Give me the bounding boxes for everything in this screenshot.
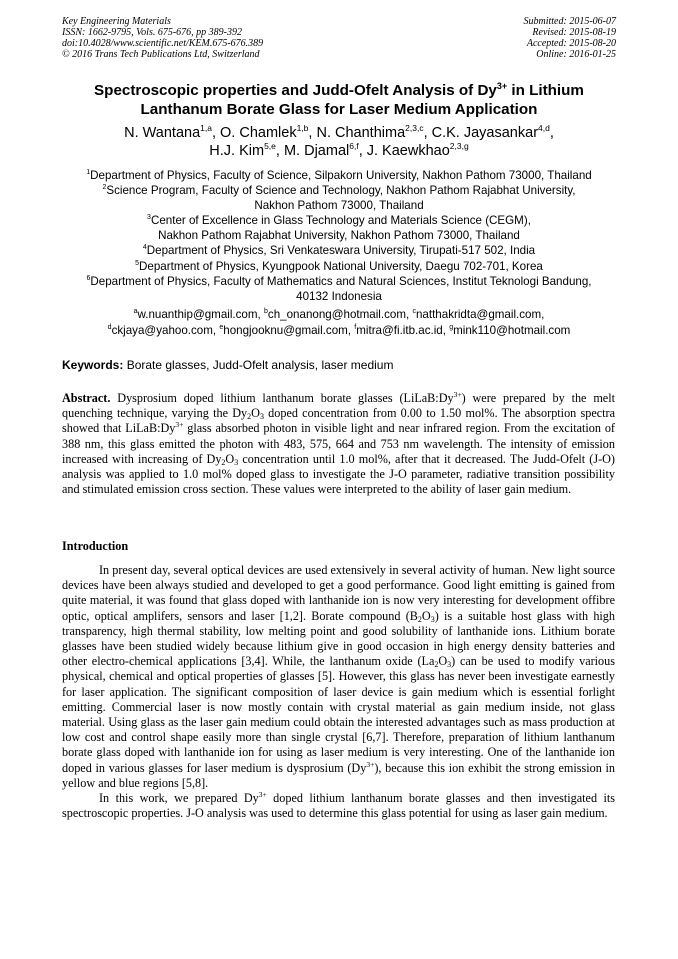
affiliation: 40132 Indonesia — [296, 289, 382, 303]
abstract: Abstract. Dysprosium doped lithium lanthanum borate glasses $(LiLaB:Dy^{3+})$ were prepared by the melt quenching technique, varying the $Dy_2O_3$ doped concentration from 0.00 to 1.50 mol%. The absorption spectra showed that $LiLaB:Dy^{3+}$ glass absorbed photon in visible light and near infrared region. From the excitation of 388 nm, this glass emitted the photon with 483, 575, 664 and 753 nm wavelength. The intensity of emission increased with increasing of $Dy_2O_3$ concentration until 1.0 mol%, after that it decreased. The Judd-Ofelt (J-O) analysis was applied to 1.0 mol% doped glass to investigate the J-O parameter, radiative transition possibility and stimulated emission cross section. These values were interpreted to the ability of laser gain medium. — [62, 389, 615, 497]
section-heading: Introduction — [62, 539, 129, 553]
revised-date: Revised: 2015-08-19 — [532, 27, 616, 38]
affiliations — [40, 168, 638, 304]
online-date: Online: 2016-01-25 — [536, 49, 616, 60]
author: O. Chamlek$^{1,b}$, — [220, 123, 317, 141]
paragraph: In present day, several optical devices are used extensively in several activity of human. New light source devices have been always studied and developed to get a good performance. Good light emitting is gained from quite material, it was found that glass doped with lanthanide ion is now very interesting for development offibre optic, optical amplifers, sensors and laser [1,2]. Borate compound $(B_2O_3)$ is a suitable host glass with high transparency, high thermal stability, low melting point and good solubility of lanthanide ions. Lithium borate glasses have been studied widely because lithium give in good occasion in high energy density batteries and other electro-chemical applications [3,4]. While, the lanthanum oxide $(La_2O_3)$ can be used to modify various physical, chemical and optical properties of glasses [5]. However, this glass has never been investigate earnestly for laser application. The significant composition of laser device is gain medium which is essential forlight emitting. Commercial laser is now mostly contain with crystal material as gain medium inside, not glass material. Using glass as the laser gain medium could obtain the interested advantages such as mass production at low cost and control shape easily more than single crystal [6,7]. Therefore, preparation of lithium lanthanum borate glass doped with lanthanide ion for using as laser medium is very interesting. One of the lanthanide ion doped in various glasses for laser medium is dysprosium $(Dy^{3+})$, because this ion exhibit the strong emission in yellow and blue regions [5,8]. — [62, 563, 615, 790]
title-part2: in Lithium — [507, 82, 584, 99]
email-link[interactable]: w.nuanthip@gmail.com — [137, 308, 258, 321]
affiliation: Nakhon Pathom 73000, Thailand — [254, 199, 424, 213]
author: M. Djamal$^{6,f}$, — [283, 141, 367, 159]
email-link[interactable]: ckjaya@yahoo.com — [111, 323, 213, 337]
affiliation: $^4$Department of Physics, Sri Venkateswara University, Tirupati-517 502, India — [142, 244, 536, 258]
abstract-label: Abstract. — [62, 391, 111, 405]
affiliation: Nakhon Pathom Rajabhat University, Nakhon Pathom 73000, Thailand — [158, 229, 520, 243]
journal-info — [62, 16, 263, 60]
title-ion-charge: 3+ — [496, 80, 508, 91]
publication-dates — [524, 16, 617, 60]
introduction-body — [62, 563, 615, 821]
keywords-text: Borate glasses, Judd-Ofelt analysis, laser medium — [123, 358, 394, 372]
affiliation: $^1$Department of Physics, Faculty of Science, Silpakorn University, Nakhon Pathom 73000, Thailand — [86, 169, 592, 182]
keywords-label: Keywords: — [62, 358, 124, 372]
author-emails: $^a$w.nuanthip@gmail.com, $^b$ch_onanong@hotmail.com, $^c$natthakridta@gmail.com, $^d$ckjaya@yahoo.com, $^e$hongjooknu@gmail.com, $^f$mitra@fi.itb.ac.id, $^g$mink110@hotmail.com — [107, 308, 571, 337]
title-part1: Spectroscopic properties and Judd-Ofelt Analysis of Dy — [94, 82, 497, 99]
affiliation: $^3$Center of Excellence in Glass Technology and Materials Science (CEGM), — [147, 214, 531, 228]
email-link[interactable]: natthakridta@gmail.com — [415, 308, 542, 321]
paragraph: In this work, we prepared $Dy^{3+}$ doped lithium lanthanum borate glasses and then investigated its spectroscopic properties. J-O analysis was used to determine this glass potential for using as laser gain medium. — [62, 789, 616, 821]
email-link[interactable]: mink110@hotmail.com — [453, 323, 571, 337]
copyright-line: © 2016 Trans Tech Publications Ltd, Switzerland — [62, 49, 260, 60]
author: C.K. Jayasankar$^{4,d}$, — [431, 123, 554, 141]
affiliation: $^5$Department of Physics, Kyungpook National University, Daegu 702-701, Korea — [135, 259, 543, 273]
title-line2: Lanthanum Borate Glass for Laser Medium Application — [140, 101, 538, 118]
doi-line: doi:10.4028/www.scientific.net/KEM.675-676.389 — [62, 38, 264, 49]
paper-title — [40, 81, 638, 119]
author: H.J. Kim$^{5,e}$, — [209, 141, 284, 159]
issn-line: ISSN: 1662-9795, Vols. 675-676, pp 389-392 — [62, 27, 242, 38]
email-link[interactable]: ch_onanong@hotmail.com — [267, 308, 407, 321]
affiliation: $^6$Department of Physics, Faculty of Mathematics and Natural Sciences, Institut Teknologi Bandung, — [86, 274, 592, 288]
author-list — [40, 124, 638, 160]
author: N. Wantana$^{1,a}$, — [124, 123, 221, 141]
keywords — [62, 358, 393, 373]
email-link[interactable]: hongjooknu@gmail.com — [223, 323, 348, 337]
author: N. Chanthima$^{2,3,c}$, — [316, 123, 432, 141]
accepted-date: Accepted: 2015-08-20 — [526, 38, 616, 49]
email-link[interactable]: mitra@fi.itb.ac.id — [356, 323, 443, 337]
journal-name: Key Engineering Materials — [62, 16, 171, 27]
submitted-date: Submitted: 2015-06-07 — [523, 16, 616, 27]
affiliation: $^2$Science Program, Faculty of Science and Technology, Nakhon Pathom Rajabhat University, — [102, 184, 576, 198]
author: J. Kaewkhao$^{2,3,g}$ — [366, 141, 469, 159]
